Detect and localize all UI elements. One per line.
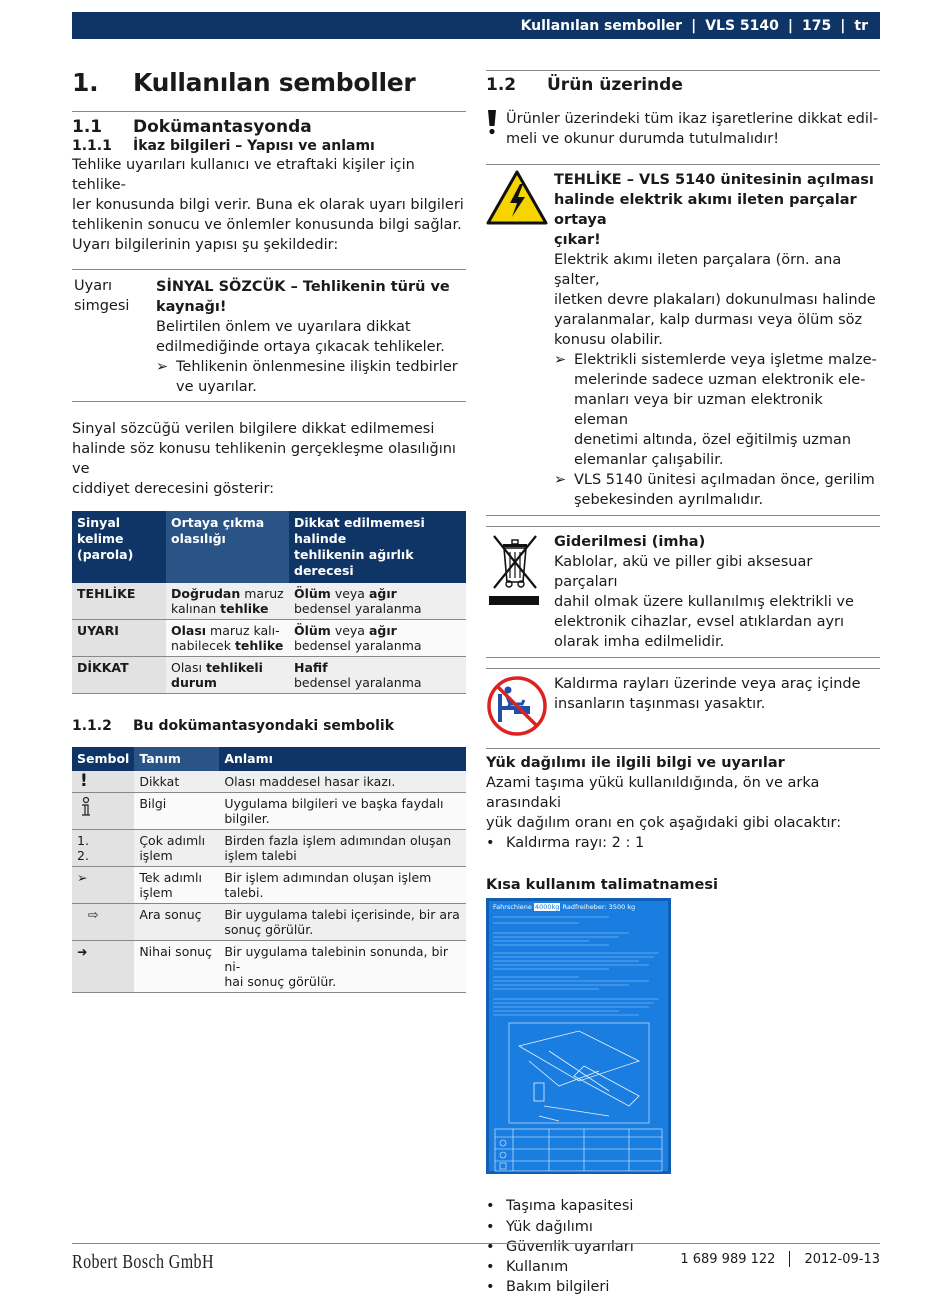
disposal-text bbox=[554, 532, 880, 652]
warning-structure-content bbox=[156, 276, 466, 397]
bullet-icon: • bbox=[486, 835, 495, 851]
text-line: SİNYAL SÖZCÜK – Tehlikenin türü ve bbox=[156, 279, 450, 295]
list-item-text: Kullanım bbox=[506, 1259, 569, 1276]
label-header-line: Fahrschiene 4000kg Radfreiheber: 3500 kg bbox=[493, 903, 636, 912]
chapter-heading bbox=[72, 68, 466, 97]
left-column bbox=[72, 62, 466, 993]
product-note bbox=[486, 109, 880, 149]
header-section-title: Kullanılan semboller bbox=[520, 17, 683, 34]
symbol-name-cell: Dikkat bbox=[134, 771, 219, 793]
step-arrow-icon: ➢ bbox=[554, 472, 567, 488]
final-result-arrow-icon: ➜ bbox=[72, 941, 134, 993]
symbol-meaning-cell: Bir uygulama talebi içerisinde, bir ara sonuç görülür. bbox=[219, 904, 466, 941]
subsection-heading-1-1-1 bbox=[72, 138, 466, 154]
probability-cell: Doğrudan maruz kalınan tehlike bbox=[166, 583, 289, 620]
subsection-title: Bu dokümantasyondaki sembolik bbox=[133, 718, 395, 734]
table-row bbox=[72, 904, 466, 941]
step-arrow-icon: ➢ bbox=[156, 359, 169, 375]
column-header: Dikkat edilmemesi halinde tehlikenin ağırlık derecesi bbox=[289, 511, 466, 583]
text-line: Uyarı bbox=[74, 278, 113, 294]
column-header: Tanım bbox=[134, 747, 219, 771]
list-item bbox=[486, 1196, 880, 1216]
info-icon bbox=[72, 793, 134, 830]
quick-guide-list bbox=[486, 1196, 880, 1297]
electrical-danger-block bbox=[486, 164, 880, 516]
text-line: halinde elektrik akımı ileten parçalar ortaya bbox=[554, 192, 857, 228]
text-line: elektronik cihazlar, evsel atıklardan ayrı bbox=[554, 614, 845, 630]
text-line: çıkar! bbox=[554, 232, 601, 248]
probability-cell: Olası tehlikeli durum bbox=[166, 657, 289, 694]
column-header: Anlamı bbox=[219, 747, 466, 771]
load-distribution-list bbox=[486, 833, 880, 853]
list-item bbox=[486, 833, 880, 853]
text-line: denetimi altında, özel eğitilmiş uzman bbox=[574, 432, 852, 448]
measure-step bbox=[156, 357, 466, 397]
list-item-text: Güvenlik uyarıları bbox=[506, 1238, 634, 1255]
symbol-meaning-cell: Bir uygulama talebinin sonunda, bir ni- hai sonuç görülür. bbox=[219, 941, 466, 993]
text-line: Kablolar, akü ve piller gibi aksesuar parçaları bbox=[554, 554, 813, 590]
danger-heading bbox=[554, 170, 880, 250]
severity-cell: Ölüm veya ağır bedensel yaralanma bbox=[289, 583, 466, 620]
table-row bbox=[72, 867, 466, 904]
label-diagram bbox=[489, 911, 668, 1173]
bullet-icon: • bbox=[486, 1218, 495, 1235]
text-line: olarak imha edilmelidir. bbox=[554, 634, 725, 650]
table-row bbox=[72, 583, 466, 620]
signal-word-cell: UYARI bbox=[72, 620, 166, 657]
bullet-icon: • bbox=[486, 1198, 495, 1215]
signal-word-paragraph bbox=[72, 419, 466, 499]
document-number: 1 689 989 122 bbox=[680, 1251, 776, 1267]
text-line: TEHLİKE – VLS 5140 ünitesinin açılması bbox=[554, 172, 874, 188]
signal-word-cell: DİKKAT bbox=[72, 657, 166, 694]
text-line: VLS 5140 ünitesi açılmadan önce, gerilim bbox=[574, 472, 875, 488]
high-voltage-warning-icon bbox=[486, 170, 554, 510]
severity-cell: Hafif bedensel yaralanma bbox=[289, 657, 466, 694]
symbol-table bbox=[72, 747, 466, 993]
symbol-meaning-cell: Bir işlem adımından oluşan işlem talebi. bbox=[219, 867, 466, 904]
table-row bbox=[72, 657, 466, 694]
quick-guide-label-image bbox=[486, 898, 671, 1174]
crossed-out-bin-icon bbox=[486, 532, 554, 652]
list-item bbox=[486, 1217, 880, 1237]
signal-word-heading bbox=[156, 277, 466, 317]
intermediate-result-arrow-icon: ⇨ bbox=[72, 904, 134, 941]
section-number: 1.2 bbox=[486, 75, 517, 95]
text-line: yük dağılım oranı en çok aşağıdaki gibi olacaktır: bbox=[486, 815, 842, 831]
text-line: ler konusunda bilgi verir. Buna ek olarak uyarı bilgileri bbox=[72, 197, 464, 213]
text-line: iletken devre plakaları) dokunulması halinde bbox=[554, 292, 876, 308]
chapter-number: 1. bbox=[72, 68, 99, 97]
section-title: Dokümantasyonda bbox=[133, 117, 312, 137]
section-heading-1-1 bbox=[72, 117, 466, 137]
document-date: 2012-09-13 bbox=[804, 1251, 880, 1267]
quick-guide-heading: Kısa kullanım talimatnamesi bbox=[486, 877, 718, 894]
symbol-meaning-cell: Birden fazla işlem adımından oluşan işlem talebi bbox=[219, 830, 466, 867]
symbol-name-cell: Çok adımlı işlem bbox=[134, 830, 219, 867]
header-separator: | bbox=[787, 17, 794, 34]
table-row bbox=[72, 941, 466, 993]
section-title: Ürün üzerinde bbox=[547, 75, 683, 95]
text-line: manları veya bir uzman elektronik eleman bbox=[574, 392, 823, 428]
column-header: Sinyal kelime (parola) bbox=[72, 511, 166, 583]
subsection-heading-1-1-2 bbox=[72, 718, 466, 734]
symbol-name-cell: Tek adımlı işlem bbox=[134, 867, 219, 904]
measure-step bbox=[554, 470, 880, 510]
section-heading-1-2 bbox=[486, 75, 880, 95]
table-row bbox=[72, 771, 466, 793]
load-distribution-heading: Yük dağılımı ile ilgili bilgi ve uyarılar bbox=[486, 755, 785, 771]
text-line: yaralanmalar, kalp durması veya ölüm söz bbox=[554, 312, 863, 328]
text-line: dahil olmak üzere kullanılmış elektrikli ve bbox=[554, 594, 854, 610]
list-item-text: Yük dağılımı bbox=[506, 1218, 593, 1235]
text-line: elemanlar çalışabilir. bbox=[574, 452, 724, 468]
text-line: Tehlike uyarıları kullanıcı ve etraftaki kişiler için tehlike- bbox=[72, 157, 415, 193]
intro-paragraph bbox=[72, 155, 466, 255]
symbol-name-cell: Ara sonuç bbox=[134, 904, 219, 941]
subsection-number: 1.1.1 bbox=[72, 138, 112, 154]
symbol-meaning-cell: Uygulama bilgileri ve başka faydalı bilgiler. bbox=[219, 793, 466, 830]
chapter-title: Kullanılan semboller bbox=[133, 68, 416, 97]
text-line: Kaldırma rayları üzerinde veya araç içinde bbox=[554, 676, 861, 692]
text-line: Azami taşıma yükü kullanıldığında, ön ve arka arasındaki bbox=[486, 775, 820, 811]
no-persons-text bbox=[554, 674, 880, 743]
brand-logo: Robert Bosch GmbH bbox=[72, 1251, 214, 1273]
signal-word-table bbox=[72, 511, 466, 694]
symbol-meaning-cell: Olası maddesel hasar ikazı. bbox=[219, 771, 466, 793]
load-distribution-paragraph bbox=[486, 773, 880, 833]
footer-separator bbox=[789, 1251, 790, 1267]
table-row bbox=[72, 620, 466, 657]
text-line: Elektrik akımı ileten parçalara (örn. ana şalter, bbox=[554, 252, 842, 288]
step-arrow-icon: ➢ bbox=[554, 352, 567, 368]
list-item-text: Kaldırma rayı: 2 : 1 bbox=[506, 835, 645, 851]
text-line: kaynağı! bbox=[156, 299, 227, 315]
danger-body bbox=[554, 250, 880, 350]
exclamation-icon: ! bbox=[72, 771, 134, 793]
text-line: insanların taşınması yasaktır. bbox=[554, 696, 766, 712]
table-header-row bbox=[72, 747, 466, 771]
subsection-title: İkaz bilgileri – Yapısı ve anlamı bbox=[133, 138, 375, 154]
warning-symbol-label bbox=[74, 276, 156, 397]
list-item bbox=[486, 1277, 880, 1297]
text-line: edilmediğinde ortaya çıkacak tehlikeler. bbox=[156, 339, 445, 355]
text-line: Sinyal sözcüğü verilen bilgilere dikkat edilmemesi bbox=[72, 421, 435, 437]
text-line: Uyarı bilgilerinin yapısı şu şekildedir: bbox=[72, 237, 339, 253]
text-line: melerinde sadece uzman elektronik ele- bbox=[574, 372, 866, 388]
text-line: Ürünler üzerindeki tüm ikaz işaretlerine dikkat edil- bbox=[506, 111, 879, 127]
text-line: konusu olabilir. bbox=[554, 332, 663, 348]
header-language: tr bbox=[854, 17, 868, 34]
hazard-description bbox=[156, 317, 466, 357]
table-row bbox=[72, 830, 466, 867]
divider bbox=[486, 70, 880, 71]
text-line: meli ve okunur durumda tutulmalıdır! bbox=[506, 131, 780, 147]
no-persons-block bbox=[486, 668, 880, 749]
footer-meta bbox=[680, 1251, 880, 1267]
table-header-row bbox=[72, 511, 466, 583]
header-separator: | bbox=[691, 17, 697, 34]
text-line: tehlikenin sonucu ve önlemler konusunda bilgi sağlar. bbox=[72, 217, 462, 233]
symbol-name-cell: Nihai sonuç bbox=[134, 941, 219, 993]
section-number: 1.1 bbox=[72, 117, 103, 137]
note-text bbox=[506, 109, 878, 149]
table-row bbox=[72, 793, 466, 830]
probability-cell: Olası maruz kalı- nabilecek tehlike bbox=[166, 620, 289, 657]
subsection-number: 1.1.2 bbox=[72, 718, 112, 734]
exclamation-icon bbox=[486, 109, 506, 149]
text-line: simgesi bbox=[74, 298, 130, 314]
right-column bbox=[486, 62, 880, 1298]
bullet-icon: • bbox=[486, 1279, 495, 1296]
text-line: Tehlikenin önlenmesine ilişkin tedbirler bbox=[176, 359, 458, 375]
text-line: ve uyarılar. bbox=[176, 379, 257, 395]
column-header: Ortaya çıkma olasılığı bbox=[166, 511, 289, 583]
list-item-text: Taşıma kapasitesi bbox=[506, 1198, 634, 1215]
column-header: Sembol bbox=[72, 747, 134, 771]
single-step-arrow-icon: ➢ bbox=[72, 867, 134, 904]
header-separator: | bbox=[840, 17, 846, 34]
severity-cell: Ölüm veya ağır bedensel yaralanma bbox=[289, 620, 466, 657]
header-product: VLS 5140 bbox=[705, 17, 779, 34]
text-line: Belirtilen önlem ve uyarılara dikkat bbox=[156, 319, 411, 335]
text-line: şebekesinden ayrılmalıdır. bbox=[574, 492, 764, 508]
footer-divider bbox=[72, 1243, 880, 1244]
list-item-text: Bakım bilgileri bbox=[506, 1279, 610, 1296]
page-header-bar bbox=[72, 12, 880, 39]
bullet-icon: • bbox=[486, 1259, 495, 1276]
header-page-number: 175 bbox=[802, 17, 832, 34]
divider bbox=[72, 111, 466, 112]
disposal-block bbox=[486, 526, 880, 658]
danger-text bbox=[554, 170, 880, 510]
text-line: halinde söz konusu tehlikenin gerçekleşme olasılığını ve bbox=[72, 441, 456, 477]
symbol-name-cell: Bilgi bbox=[134, 793, 219, 830]
warning-structure-box bbox=[72, 269, 466, 402]
text-line: Elektrikli sistemlerde veya işletme malze- bbox=[574, 352, 877, 368]
bullet-icon: • bbox=[486, 1238, 495, 1255]
signal-word-cell: TEHLİKE bbox=[72, 583, 166, 620]
measure-step bbox=[554, 350, 880, 470]
disposal-heading: Giderilmesi (imha) bbox=[554, 534, 706, 550]
text-line: ciddiyet derecesini gösterir: bbox=[72, 481, 275, 497]
no-persons-on-lift-icon bbox=[486, 674, 554, 743]
numbered-steps-icon: 1. 2. bbox=[72, 830, 134, 867]
